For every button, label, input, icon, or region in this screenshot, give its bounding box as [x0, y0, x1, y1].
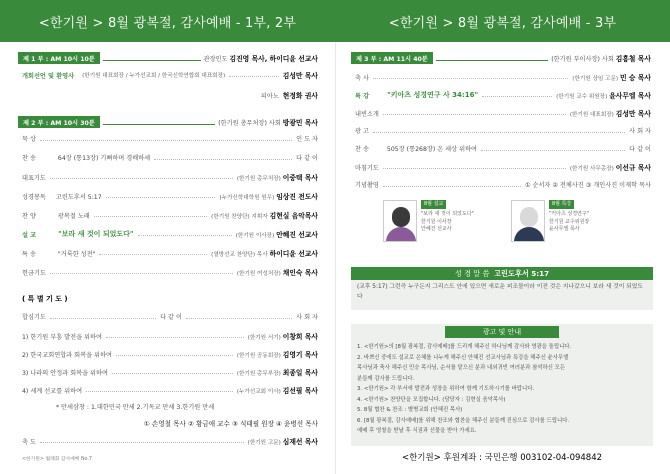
row-photo: 기념촬영 ① 순서자 ② 전체사진 ③ 개인사진 이재학 목사 [355, 182, 651, 189]
notice-item: 5. 8월 협찬 & 찬조 : 별병교회 (안혜진 목사) [357, 407, 463, 414]
section-2-leader: (한기원 총무처장) 사회 방광민 목사 [218, 119, 318, 127]
row-sermon: 설 교 "보라 새 것이 되었도다" (한기원 이사장) 안혜진 선교사 [22, 230, 318, 239]
row-lecture: 특 강 "키아츠 성경연구 사 34:16" (한기원 교수 위원장) 윤사무엘 목사 [355, 91, 651, 100]
notice-title: 광고 및 안내 [445, 326, 559, 338]
notice-item: 6. [8월 광복절, 감사예배]를 위해 찬조와 협찬을 해주신 분들께 진심으로 감사를 드립니다. [357, 417, 570, 424]
row-praise: 찬 양 광복절 노래 (한기원 찬양단) 지휘자 김현실 음악목사 [22, 212, 318, 220]
row-benediction: 축 도 (한기원 고문) 심재선 목사 [22, 438, 318, 446]
row-hymn: 찬 송 64장 (통13장) 기뻐하며 경배하세 다 같 이 [22, 155, 318, 162]
notice-item: 3. <한기원> 각 부서에 발전과 성장을 위하여 함께 기도하시기를 바랍니다. [357, 386, 535, 393]
scripture-title: 성 경 말 씀 고린도후서 5:17 [351, 267, 653, 280]
notice-item: 분들께 감사를 드립니다. [357, 375, 415, 382]
row-announce: 광 고 사 회 자 [355, 128, 651, 135]
row-prayer: 대표기도 (한기원 총무처장) 이중택 목사 [22, 174, 318, 182]
row-unison-prayer: 합심기도 다 같 이 사 회 자 [22, 314, 319, 321]
left-footer: <한기원> 월례회 감사예배 No.7 [22, 457, 92, 462]
card-2-tag: 8월 특강 [549, 200, 574, 209]
notice-item: 4. <한기원> 찬양단을 모집합니다. (담당자 : 김현실 음악목사) [357, 396, 506, 403]
right-header: <한기원 > 8월 광복절, 감사예배 - 3부 [335, 0, 670, 42]
lecturer-photo [511, 200, 545, 242]
left-header: <한기원 > 8월 광복절, 감사예배 - 1부, 2부 [0, 0, 335, 42]
section-3-label: 제 3 부 : AM 11시 40분 [351, 52, 433, 64]
row-opening: 개회선언 및 환영사 (한기원 대표회장 / 누가선교회 / 한국신학연합회 대표회장) 김성만 목사 [22, 72, 318, 80]
notice-item: 2. 바쁘신 중에도 설교로 은혜를 나누게 해주신 안혜진 선교사님과 특강을 해주신 윤사무엘 [357, 354, 569, 361]
manse-names: ① 손영철 목사 ② 황금애 교수 ③ 석태필 원장 ④ 윤병선 목사 [143, 420, 318, 428]
lecture-card [511, 200, 589, 242]
donation-account: <한기원> 후원계좌 : 국민은행 003102-04-094842 [401, 453, 603, 463]
notice-list [357, 342, 651, 437]
row-hymn-3: 찬 송 505장 (통268장) 온 세상 위하여 다 같 이 [355, 146, 651, 153]
sermon-card [383, 200, 474, 242]
card-2-name: 윤사무엘 목사 [549, 225, 580, 232]
row-prayer-3: 3) 나라의 안정과 회복을 위하여 (한기원 총무부장) 최종일 목사 [22, 369, 318, 377]
row-scripture: 성경봉독 고린도후서 5:17 (누가신학대학원 원우) 임상진 전도사 [22, 193, 318, 201]
card-1-body [386, 227, 416, 242]
card-2-role: 한기원 교수위원장 [549, 218, 590, 225]
row-special-song: 특 송 "거룩한 성전" (열방선교 찬양단) 목사 하이디윤 선교사 [22, 250, 318, 258]
row-congrats: 축 사 (한기원 상임 고문) 민 승 목사 [355, 74, 651, 82]
row-guests: 내빈소개 (한기원 대표회장) 김성만 목사 [355, 110, 651, 118]
row-closing-prayer: 마침기도 (한기원 사무총장) 이선규 목사 [355, 164, 651, 172]
section-1-bar [18, 52, 318, 64]
card-2-body [514, 227, 544, 242]
card-2-head [520, 207, 538, 227]
row-prayer-2: 2) 한국교회연합과 회복을 위하여 (한기원 공동회장) 김영기 목사 [22, 351, 318, 359]
right-panel [335, 0, 670, 474]
notice-item: 예배 후 영철을 받날 후 식권과 선물을 받아 가세요. [357, 428, 477, 435]
notice-item: 1. <한기원>의 [8월 광복절, 감사예배]를 드리게 해주신 하나님께 감사와 영광을 돌립니다. [357, 344, 572, 350]
section-3-bar [351, 52, 651, 64]
section-1-leader: 관장인도 김진영 목사, 하이디윤 선교사 [203, 55, 318, 63]
card-2-title: "키아츠 성경연구" [549, 211, 589, 218]
manse-text: * 만세삼창 : 1.대한민국 만세 2.기독교 만세 3.한기원 만세 [56, 404, 215, 411]
card-1-role: 한기원 이사장 [421, 218, 452, 225]
card-1-tag: 8월 설교 [421, 200, 446, 209]
special-prayer-title: ( 특 별 기 도 ) [22, 295, 68, 303]
card-1-head [392, 207, 410, 227]
notice-item: 목사님과 축사 해주신 민승 목사님, 순서를 맡으신 분과 내외귀빈 여러분과 참석하신 모든 [357, 365, 566, 372]
scripture-text: (교후 5:17) 그런즉 누구든지 그리스도 안에 있으면 새로운 피조물이라 이전 것은 지나갔으니 보라 새 것이 되었도다 [351, 280, 653, 310]
preacher-photo [383, 200, 417, 242]
card-1-title: "보라 새 것이 되었도다" [421, 211, 474, 218]
card-1-name: 안혜진 선교사 [421, 225, 452, 232]
row-meditation: 묵 상 인 도 자 [22, 136, 318, 143]
section-3-leader: (한기원 부이사장) 사회 김흥철 목사 [551, 55, 651, 63]
row-prayer-1: 1) 한기원 부흥 발전을 위하여 (한기원 서기) 이창희 목사 [22, 333, 318, 341]
section-2-bar [18, 116, 318, 128]
row-piano: 피아노 현정화 권사 [260, 92, 318, 100]
row-offering-prayer: 헌금기도 (한기원 여성처장) 채인숙 목사 [22, 269, 318, 277]
section-2-label: 제 2 부 : AM 10시 30분 [18, 116, 100, 128]
row-prayer-4: 4) 세계 선교를 위하여 (누가선교회 이사) 김선필 목사 [22, 387, 318, 395]
section-1-label: 제 1 부 : AM 10시 10분 [18, 52, 100, 64]
